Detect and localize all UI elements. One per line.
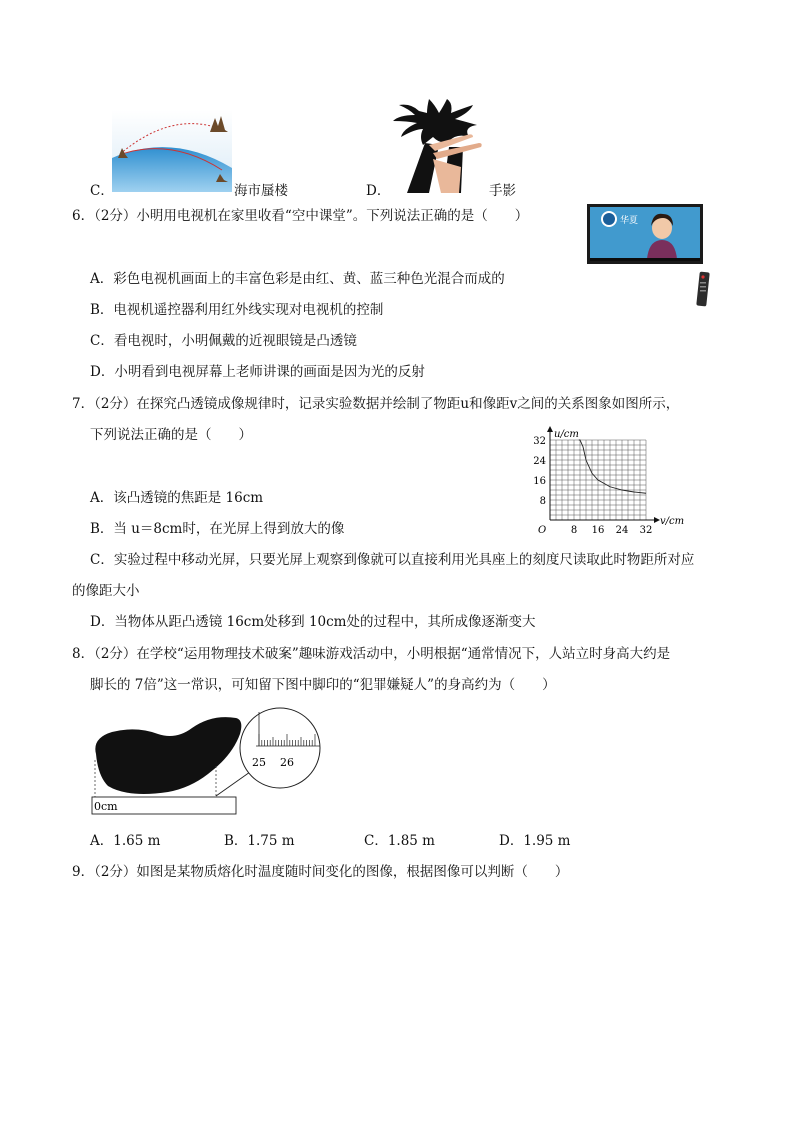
- chart-origin-label: O: [538, 525, 547, 536]
- y-tick-label: 32: [533, 436, 546, 447]
- y-axis-arrow: [547, 426, 553, 432]
- q7-option-b: B．当 u＝8cm时，在光屏上得到放大的像: [90, 521, 345, 537]
- x-tick-label: 16: [591, 525, 605, 536]
- x-tick-label: 24: [615, 525, 629, 536]
- chart-series-line: [579, 440, 646, 493]
- uv-chart-svg: [528, 424, 685, 540]
- q5-option-d-text: 手影: [489, 183, 516, 199]
- q7-option-a: A．该凸透镜的焦距是 16cm: [90, 490, 264, 506]
- q6-option-a: A．彩色电视机画面上的丰富色彩是由红、黄、蓝三种色光混合而成的: [90, 271, 505, 287]
- q8-stem-line2: 脚长的 7倍”这一常识，可知留下图中脚印的“犯罪嫌疑人”的身高约为（ ）: [90, 677, 556, 693]
- q7-option-c-line2: 的像距大小: [72, 583, 140, 599]
- uv-chart: [528, 424, 685, 540]
- q8-option-b: B．1.75 m: [224, 833, 295, 849]
- chart-ticks: [533, 436, 652, 536]
- remote-control-image: [696, 272, 710, 306]
- y-tick-label: 24: [533, 456, 546, 467]
- q5-option-c-text: 海市蜃楼: [234, 183, 288, 199]
- q5-option-d-letter: D．: [366, 183, 391, 199]
- x-tick-label: 8: [570, 525, 578, 536]
- q6-option-d: D．小明看到电视屏幕上老师讲课的画面是因为光的反射: [90, 364, 425, 380]
- hand-shadow-image: [389, 97, 487, 193]
- q8-option-d: D．1.95 m: [499, 833, 571, 849]
- chart-xlabel: v/cm: [660, 516, 685, 527]
- y-tick-label: 16: [533, 476, 546, 487]
- x-tick-label: 32: [639, 525, 653, 536]
- q6-option-b: B．电视机遥控器利用红外线实现对电视机的控制: [90, 302, 384, 318]
- magnifier-label-25: 25: [252, 756, 266, 769]
- mirage-image: [112, 110, 232, 192]
- q7-option-c-line1: C．实验过程中移动光屏，只要光屏上观察到像就可以直接利用光具座上的刻度尺读取此时物距所对应: [90, 552, 695, 568]
- chart-ylabel: u/cm: [554, 429, 579, 440]
- q5-option-c-letter: C．: [90, 183, 114, 199]
- q6-option-c: C．看电视时，小明佩戴的近视眼镜是凸透镜: [90, 333, 357, 349]
- q8-stem-line1: 8．（2分）在学校“运用物理技术破案”趣味游戏活动中，小明根据“通常情况下，人站立时身高大约是: [72, 646, 671, 662]
- y-tick-label: 8: [539, 496, 546, 507]
- tv-logo-text: 华夏: [620, 216, 639, 226]
- q9-stem: 9．（2分）如图是某物质熔化时温度随时间变化的图像，根据图像可以判断（ ）: [72, 864, 569, 880]
- q6-stem: 6．（2分）小明用电视机在家里收看“空中课堂”。下列说法正确的是（ ）: [72, 208, 529, 224]
- ruler-zero-label: 0cm: [94, 800, 118, 813]
- q8-option-a: A．1.65 m: [90, 833, 161, 849]
- q7-option-d: D．当物体从距凸透镜 16cm处移到 10cm处的过程中，其所成像逐渐变大: [90, 614, 536, 630]
- q7-stem-line1: 7．（2分）在探究凸透镜成像规律时，记录实验数据并绘制了物距u和像距v之间的关系图象如图所示，: [72, 396, 680, 412]
- footprint-figure: [88, 704, 328, 818]
- magnifier-label-26: 26: [280, 756, 294, 769]
- q8-option-c: C．1.85 m: [364, 833, 435, 849]
- chart-axes: [547, 426, 660, 523]
- q7-stem-line2: 下列说法正确的是（ ）: [90, 427, 252, 443]
- tv-screen-image: [587, 204, 703, 264]
